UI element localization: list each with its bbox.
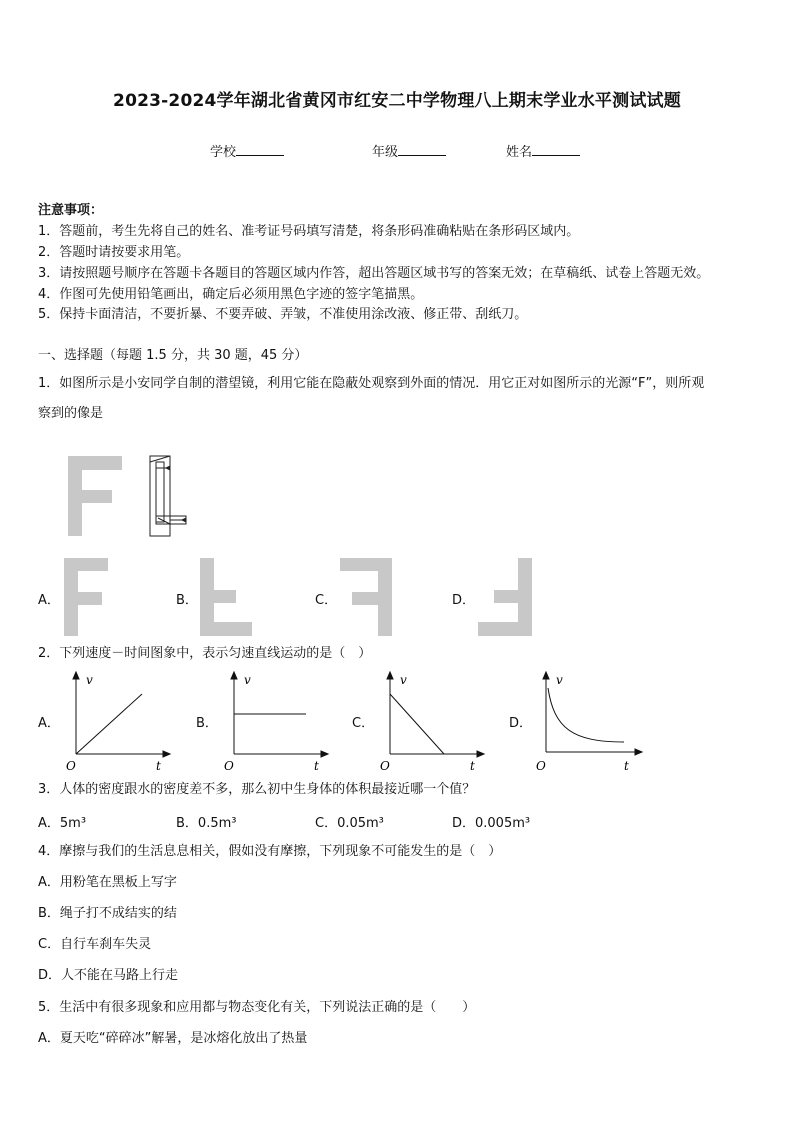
q4-text: 4．摩擦与我们的生活息息相关，假如没有摩擦，下列现象不可能发生的是（ ） bbox=[38, 844, 502, 859]
q5-option-a: A．夏天吃“碎碎冰”解暑，是冰熔化放出了热量 bbox=[38, 1031, 308, 1046]
q1-option-b-figure bbox=[198, 556, 254, 638]
name-field bbox=[506, 141, 580, 160]
svg-text:O: O bbox=[66, 759, 76, 773]
grade-label: 年级 bbox=[372, 145, 399, 160]
q2-text: 2．下列速度－时间图象中，表示匀速直线运动的是（ ） bbox=[38, 646, 372, 661]
q2-graph-c bbox=[374, 668, 486, 774]
svg-text:t: t bbox=[314, 759, 319, 773]
svg-text:O: O bbox=[380, 759, 390, 773]
q3-option-c: C．0.05m³ bbox=[315, 816, 384, 831]
q3-option-d: D．0.005m³ bbox=[452, 816, 531, 831]
q1-option-c-figure bbox=[338, 556, 394, 638]
svg-text:v: v bbox=[400, 673, 407, 687]
q4-option-a: A．用粉笔在黑板上写字 bbox=[38, 875, 177, 890]
q4-option-b: B．绳子打不成结实的结 bbox=[38, 906, 177, 921]
name-label: 姓名 bbox=[506, 145, 533, 160]
q2-graph-b bbox=[218, 668, 330, 774]
grade-field bbox=[372, 141, 446, 160]
q1-text-line1: 1．如图所示是小安同学自制的潜望镜，利用它能在隐蔽处观察到外面的情况．用它正对如图所示的光源“F”，则所观 bbox=[38, 376, 705, 391]
section-heading: 一、选择题（每题 1.5 分，共 30 题，45 分） bbox=[38, 348, 308, 363]
name-blank bbox=[532, 142, 580, 156]
svg-text:t: t bbox=[624, 759, 629, 773]
svg-text:v: v bbox=[86, 673, 93, 687]
q3-text: 3．人体的密度跟水的密度差不多，那么初中生身体的体积最接近哪一个值？ bbox=[38, 782, 476, 797]
q1-option-b-label: B． bbox=[176, 593, 198, 608]
svg-text:t: t bbox=[156, 759, 161, 773]
school-field bbox=[210, 141, 284, 160]
svg-text:O: O bbox=[536, 759, 546, 773]
q3-option-b: B．0.5m³ bbox=[176, 816, 237, 831]
q1-text-line2: 察到的像是 bbox=[38, 406, 104, 421]
notice-item-5: 5．保持卡面清洁，不要折暴、不要弄破、弄皱，不准使用涂改液、修正带、刮纸刀。 bbox=[38, 307, 528, 322]
school-label: 学校 bbox=[210, 145, 237, 160]
notice-item-1: 1．答题前，考生先将自己的姓名、准考证号码填写清楚，将条形码准确粘贴在条形码区域内。 bbox=[38, 224, 580, 239]
svg-text:t: t bbox=[470, 759, 475, 773]
school-blank bbox=[236, 142, 284, 156]
q5-text: 5．生活中有很多现象和应用都与物态变化有关，下列说法正确的是（ ） bbox=[38, 1000, 476, 1015]
grade-blank bbox=[398, 142, 446, 156]
notice-item-2: 2．答题时请按要求用笔。 bbox=[38, 245, 190, 260]
notice-item-4: 4．作图可先使用铅笔画出，确定后必须用黑色字迹的签字笔描黑。 bbox=[38, 287, 424, 302]
q1-option-d-label: D． bbox=[452, 593, 476, 608]
q1-option-a-label: A． bbox=[38, 593, 60, 608]
q2-option-d-label: D． bbox=[509, 716, 533, 731]
svg-text:v: v bbox=[556, 673, 563, 687]
source-f-glyph bbox=[68, 456, 122, 536]
periscope-icon bbox=[150, 456, 186, 536]
q1-source-figure bbox=[64, 454, 204, 540]
q2-graph-d bbox=[532, 668, 644, 774]
q2-option-a-label: A． bbox=[38, 716, 60, 731]
q4-option-d: D．人不能在马路上行走 bbox=[38, 968, 179, 983]
q2-graph-a bbox=[60, 668, 172, 774]
svg-text:v: v bbox=[244, 673, 251, 687]
q1-option-c-label: C． bbox=[315, 593, 338, 608]
q1-option-d-figure bbox=[476, 556, 534, 638]
q1-option-a-figure bbox=[62, 556, 112, 638]
page-title: 2023-2024学年湖北省黄冈市红安二中学物理八上期末学业水平测试试题 bbox=[113, 91, 681, 111]
notice-heading: 注意事项： bbox=[38, 203, 104, 218]
q2-option-b-label: B． bbox=[196, 716, 218, 731]
svg-text:O: O bbox=[224, 759, 234, 773]
q2-option-c-label: C． bbox=[352, 716, 375, 731]
q4-option-c: C．自行车刹车失灵 bbox=[38, 937, 152, 952]
q3-option-a: A．5m³ bbox=[38, 816, 87, 831]
notice-item-3: 3．请按照题号顺序在答题卡各题目的答题区域内作答，超出答题区域书写的答案无效；在草稿纸、试卷上答题无效。 bbox=[38, 266, 710, 281]
